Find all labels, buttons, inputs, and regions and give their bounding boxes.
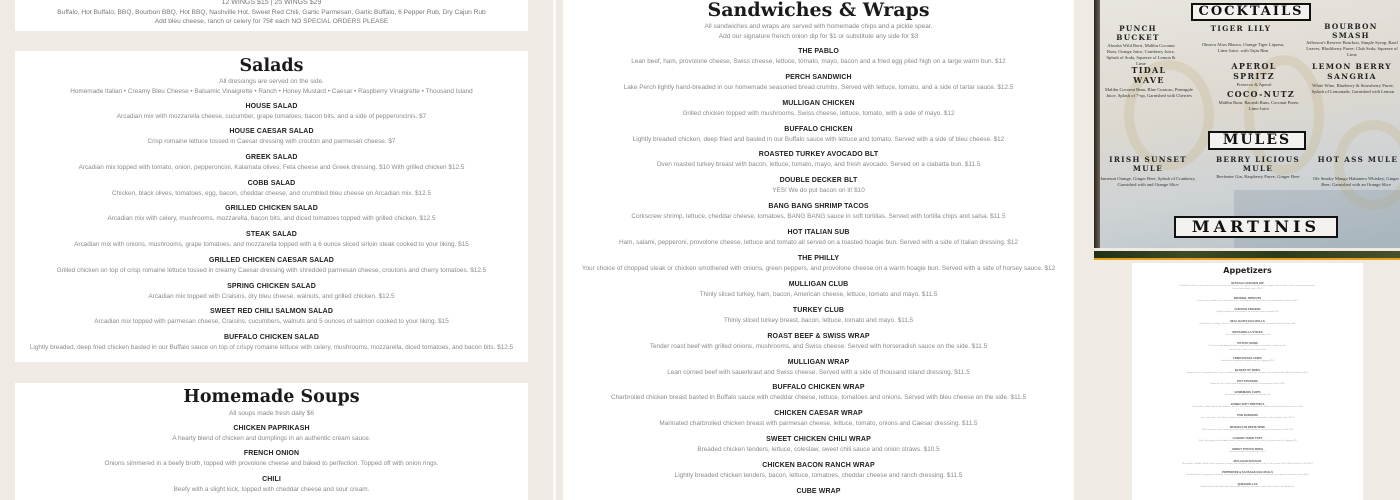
soups-card	[15, 383, 528, 500]
menu-item-name: POTATO SKINS	[1237, 341, 1258, 346]
menu-item	[1132, 330, 1363, 338]
mule-desc: Jameson Orange, Ginger Beer, Splash of Cranberry, Garnished with and Orange Slice	[1100, 176, 1196, 187]
menu-item-name: FRIED PICKLE CHIPS	[1233, 356, 1262, 361]
menu-item-name: PEPPERONI & SAUSAGE EGG ROLLS	[1222, 470, 1273, 475]
menu-item-description: Beefy with a slight kick, topped with cheddar cheese and sour cream.	[173, 485, 370, 493]
mule-name: HOT ASS MULE	[1317, 155, 1399, 164]
menu-item	[563, 306, 1074, 326]
menu-item	[1132, 436, 1363, 444]
menu-item	[563, 254, 1074, 274]
cocktail-desc: Olmeca Altos Blanco, Orange Tiger Liqueur, Lime Juice, with Tajin Rim	[1201, 42, 1285, 53]
menu-item-name: ROASTED TURKEY AVOCADO BLT	[758, 151, 879, 159]
menu-item-name: CHICKEN PAPRIKASH	[233, 424, 310, 432]
menu-item-name: THE PHILLY	[797, 255, 840, 263]
menu-item-description: Lightly breaded chicken, deep fried and basted in our Buffalo sauce with lettuce and tomato. Served with a side of bleu cheese. $12	[632, 135, 1005, 143]
menu-item-name: MULLIGAN WRAP	[787, 358, 850, 366]
menu-item-name: STEAK SALAD	[246, 231, 297, 239]
menu-item	[15, 282, 528, 302]
menu-item-description-2: Served with tortilla chips. $10.5	[1232, 288, 1263, 291]
menu-item-name: BUFFALO CHICKEN WRAP	[772, 384, 865, 392]
menu-item	[563, 435, 1074, 455]
sandwiches-subtitle-2: Add our signature french onion dip for $1 or substitute any side for $3	[718, 32, 919, 40]
menu-item	[563, 461, 1074, 481]
menu-item-description: Arcadian mix with onions, mushrooms, grape tomatoes, and mozzarella topped with a 6 ounce sliced sirloin steak cooked to your liking. $15	[74, 241, 469, 249]
menu-item	[1132, 379, 1363, 387]
menu-item-description: Corkscrew shrimp, lettuce, cheddar cheese, tomatoes, BANG BANG sauce in soft tortillas. Served with tortilla chips and salsa. $11.5	[631, 213, 1006, 221]
menu-item-name: CHICKEN CAESAR WRAP	[774, 410, 863, 418]
wings-note: Add bleu cheese, ranch or celery for 75¢ each NO SPECIAL ORDERS PLEASE	[154, 18, 389, 25]
menu-item-description: Breaded chicken tenders, lettuce, coleslaw, sweet chili sauce and onion straws. $10.5	[697, 446, 940, 454]
menu-item-description: Arcadian mix topped with tomato, onion, pepperoncini, Kalamata olives, Feta cheese and Greek dressing. $10 With grilled chicken $12.5	[78, 164, 465, 172]
menu-item-name: CHICKEN FINGERS	[1234, 307, 1261, 312]
salads-subtitle: All dressings are served on the side.	[219, 78, 324, 85]
menu-item-description: Corned beef, cabbage, Swiss, and sauerkraut rolled and served with thousand island dressing. $9.5	[1199, 322, 1296, 325]
menu-item-description: Tender roast beef with grilled onions, mushrooms, and Swiss cheese. Served with horseradish sauce on the side. $11.5	[649, 342, 988, 350]
soups-title: Homemade Soups	[183, 387, 360, 407]
menu-item-description: Lean beef, ham, provolone cheese, Swiss cheese, lettuce, tomato, mayo, bacon and a fried egg piled high on a large warm bun. $12	[631, 57, 1006, 65]
menu-item-name: HOMEMADE CHIPS	[1234, 390, 1261, 395]
menu-item-name: MUSSELS IN WHITE WINE	[1230, 424, 1265, 429]
menu-item	[15, 475, 528, 495]
menu-item	[563, 73, 1074, 93]
menu-item-description-2: Served with a side of sour cream. $10	[1229, 348, 1266, 351]
menu-item	[563, 332, 1074, 352]
menu-item	[563, 409, 1074, 429]
menu-item-description: Hand-cut fries - enough for two! Cajun or salted garlic pepper seasoning available upon request. $6.5 Add Dr. Parmesan $1.5	[1186, 371, 1309, 374]
cocktail-name: PUNCH BUCKET	[1116, 24, 1160, 42]
menu-item-description: Onions simmered in a beefy broth, topped with provolone cheese and baked to perfection. Topped off with onion rings.	[104, 460, 439, 467]
menu-item	[15, 256, 528, 276]
menu-item	[1132, 319, 1363, 327]
menu-item-name: SPRING CHICKEN SALAD	[227, 282, 316, 290]
menu-item	[1132, 356, 1363, 364]
menu-item	[563, 125, 1074, 145]
menu-item	[15, 127, 528, 147]
cocktail-name: APEROL SPRITZ	[1231, 61, 1277, 81]
menu-item-description: Ham, salami, pepperoni, provolone cheese, lettuce and tomato all served on a toasted hoagie bun. Served with a side of Italian dressing. $12	[619, 239, 1018, 247]
wings-flavors: Buffalo, Hot Buffalo, BBQ, Bourbon BBQ, Hot BBQ, Nashville Hot, Sweet Red Chili, Garlic Parmesan, Garlic Buffalo, 6 Pepper Rub, Dry Cajun Rub	[57, 8, 486, 16]
menu-item	[1132, 482, 1363, 490]
menu-item-name: MULLIGAN'S EGG ROLLS	[1230, 318, 1265, 323]
menu-item-description: Your choice of chopped steak or chicken smothered with onions, green peppers, and provolone cheese on a warm hoagie bun. Served with a side of horsey sauce. $12	[581, 265, 1056, 273]
menu-item-description: A hearty blend of chicken and dumplings in an authentic cream sauce.	[172, 434, 371, 442]
menu-item	[15, 424, 528, 444]
menu-item-name: SWEET POTATO FRIES	[1232, 447, 1263, 452]
cocktail-desc: White Wine, Blueberry & Strawberry Puree, Splash of Lemonade, Garnished with Lemon	[1311, 83, 1395, 94]
menu-item	[1132, 368, 1363, 376]
menu-item-name: BASKET OF FRIES	[1234, 367, 1261, 372]
cocktail-name: TIGER LILY	[1210, 24, 1272, 33]
menu-item	[563, 150, 1074, 170]
menu-item-description: Black mussels, garlic butter, dry white wine, sliced tomatoes and served with garlic bread. $12	[1202, 428, 1293, 431]
menu-item-description: Served with homemade chipotle ranch for dipping. $8.5	[1220, 360, 1275, 363]
menu-item-description: Oven roasted turkey breast with bacon, lettuce, tomato, mayo, and fresh avocado. Served on a ciabatta bun. $11.5	[656, 161, 981, 169]
cocktail-name: LEMON BERRY SANGRIA	[1311, 62, 1393, 81]
menu-item	[15, 102, 528, 122]
sandwiches-title: Sandwiches & Wraps	[707, 0, 930, 21]
wings-card	[15, 0, 528, 31]
menu-item-description: YES! We do put bacon on it! $10	[772, 187, 865, 195]
menu-item-description: Crisp romaine lettuce tossed in Caesar dressing with crouton and parmesan cheese. $7	[147, 138, 396, 146]
menu-item-description: Lightly breaded chicken tenders, bacon, lettuce, tomatoes, cheddar cheese and ranch dressing. $11.5	[674, 472, 963, 480]
menu-item	[1132, 402, 1363, 410]
cocktail-name: COCO-NUTZ	[1226, 89, 1296, 99]
menu-item-description: Thinly sliced turkey, ham, bacon, American cheese, lettuce, tomato and mayo. $11.5	[699, 290, 938, 298]
menu-item	[563, 202, 1074, 222]
menu-item-name: COBB SALAD	[247, 179, 296, 187]
menu-item-name: TURKEY CLUB	[792, 306, 845, 314]
menu-item-name: MULLIGAN CHICKEN	[782, 99, 855, 107]
wings-prices: 12 WINGS $15 | 25 WINGS $29	[221, 0, 322, 6]
menu-item	[563, 280, 1074, 300]
menu-item-description: Arcadian mix topped with Craisins, dry bleu cheese, walnuts, and grilled chicken. $12.5	[148, 292, 395, 300]
menu-item-name: POT STICKERS	[1237, 379, 1258, 384]
soups-subtitle: All soups made fresh daily $6	[229, 410, 314, 417]
menu-item-name: CUBE WRAP	[796, 488, 841, 496]
menu-item-description: Arcadian mix topped with parmesan cheese, Craisins, cucumbers, walnuts and 5 ounces of salmon cooked to your liking. $15	[94, 318, 449, 326]
salad-list	[15, 102, 528, 353]
menu-item-description: Seasoned with cinnamon sugar. $6.5	[1229, 451, 1266, 454]
menu-item	[15, 179, 528, 199]
menu-item-name: GRILLED CHICKEN SALAD	[225, 205, 318, 213]
menu-item-description: Arcadian mix with celery, mushrooms, mozzarella, bacon bits, and diced tomatoes topped with grilled chicken. $12.5	[107, 215, 436, 223]
menu-item-description: Served with our signature French onion dip. $6	[1224, 394, 1271, 397]
sandwich-list	[563, 47, 1074, 497]
menu-item-name: PUB BURGERS	[1237, 413, 1258, 418]
cocktail-menu-photo[interactable]	[1094, 0, 1400, 248]
menu-item-description: A combination of pepperoni, sausage, and mozzarella cheese hand rolled and served with our signature marinara sauce. $9.5	[1186, 474, 1309, 477]
salads-card	[15, 51, 528, 362]
menu-item-description: Grilled chicken topped with mushrooms, Swiss cheese, lettuce, tomato, with a side of mayo. $12	[682, 109, 955, 117]
menu-item	[563, 358, 1074, 378]
menu-item-name: MOZZARELLA STICKS	[1232, 329, 1263, 334]
menu-item-description: Lightly breaded chicken tenders served with honey mustard. $11	[1216, 311, 1279, 314]
menu-item-name: THE PABLO	[798, 47, 839, 55]
menu-item-name: CHILI	[262, 475, 281, 483]
menu-item-name: FRENCH ONION	[243, 450, 300, 457]
menu-item-name: JUMBO SOFT PRETZELS	[1230, 401, 1265, 406]
menu-item	[563, 176, 1074, 196]
menu-item-name: ROAST BEEF & SWISS WRAP	[767, 332, 870, 340]
menu-item	[1132, 470, 1363, 478]
menu-item	[563, 487, 1074, 497]
mule-name: BERRY LICIOUS MULE	[1215, 155, 1301, 173]
martinis-heading: MARTINIS	[1174, 216, 1338, 238]
cocktail-desc: Malibu Rum, Bacardi Rum, Coconut Puree, Lime Juice	[1218, 100, 1300, 111]
menu-item-description: Grilled whole tortilla filled with mozzarella, cheddar, tomatoes, onions, black olives, and jalapeños.	[1200, 485, 1295, 488]
menu-item	[563, 383, 1074, 403]
menu-item	[1132, 307, 1363, 315]
menu-item	[1132, 296, 1363, 304]
menu-item-name: GREEK SALAD	[245, 154, 298, 162]
menu-item-description: Four mini sliders with Swiss cheese and sauteed onions served with a side of pickle chips. $10.5	[1200, 417, 1295, 420]
menu-item-name: SWEET CHICKEN CHILI WRAP	[766, 436, 871, 444]
menu-item-description: Grilled chicken on top of crisp romaine lettuce tossed in creamy Caesar dressing with shredded parmesan cheese, croutons and cherry tomatoes. $12.5	[56, 266, 487, 274]
menu-item	[1132, 281, 1363, 292]
mule-name: IRISH SUNSET MULE	[1109, 155, 1187, 173]
food-photo-strip	[1094, 251, 1400, 260]
menu-item	[15, 153, 528, 173]
menu-item-description: Lake Perch lightly hand-breaded in our homemade seasoned bread crumbs. Served with lettuce, tomato, and a side of tartar sauce. $12.5	[623, 83, 1014, 91]
menu-item-description: Fried crispy, tossed in our sweet chili sauce and topped with bacon bits and crumbled bleu cheese. $8.5	[1197, 299, 1298, 302]
mule-desc: Beefeater Gin, Raspberry Puree, Ginger Beer	[1216, 174, 1300, 179]
cocktail-desc: Malibu Coconut Rum, Blue Curacao, Pineapple Juice, Splash of 7-up, Garnished with Cherries	[1105, 87, 1193, 98]
menu-item-name: MULLIGAN CLUB	[788, 280, 849, 288]
menu-item-description: Tater Tots topped with cheddar cheese, bacon and served with a side of chipotle ranch for dipping. $9	[1198, 439, 1297, 442]
menu-item-name: BUFFALO CHICKEN	[784, 125, 853, 133]
menu-item-name: DOUBLE DECKER BLT	[779, 177, 858, 185]
menu-item-name: LOADED TATER TOTS	[1232, 435, 1263, 440]
appetizers-card[interactable]	[1132, 263, 1363, 500]
middle-menu-column	[548, 0, 1085, 500]
menu-item	[15, 449, 528, 469]
menu-item-name: PERCH SANDWICH	[785, 73, 852, 81]
menu-item	[15, 230, 528, 250]
menu-item-description: Lightly breaded, deep fried chicken basted in our Buffalo sauce on top of crispy romaine lettuce with celery, mushrooms, mozzarella, diced tomatoes, and bacon bits. $12.5	[29, 343, 514, 351]
menu-item-description: Charbroiled chicken breast basted in Buffalo sauce with cheddar cheese, lettuce, tomatoes and onions. Served with bleu cheese on the side. $11.5	[610, 394, 1027, 402]
menu-item	[15, 204, 528, 224]
menu-item	[563, 47, 1074, 67]
menu-item	[1132, 413, 1363, 421]
mules-heading: MULES	[1208, 131, 1306, 150]
menu-item-name: SWEET RED CHILI SALMON SALAD	[210, 308, 333, 316]
menu-item	[1132, 390, 1363, 398]
menu-item	[15, 307, 528, 327]
menu-item-name: HOUSE CAESAR SALAD	[229, 128, 314, 136]
cocktail-desc: Jefferson's Reserve Bourbon, Simple Syrup, Basil Leaves, Blackberry Puree, Club Soda, Squeeze of Lime	[1306, 40, 1398, 57]
menu-item-name: QUESADILLAS	[1237, 481, 1258, 486]
menu-item-description: Our homemade baked potatoes topped with cheddar, mozzarella, and bacon bits.	[1208, 345, 1287, 348]
soup-list	[15, 424, 528, 495]
mule-desc: Ole Smoky Mango Habanero Whiskey, Ginger Beer, Garnished with an Orange Slice	[1312, 176, 1400, 187]
menu-item	[1132, 341, 1363, 352]
salads-dressings: Homemade Italian • Creamy Bleu Cheese • Balsamic Vinaigrette • Ranch • Honey Mustard • Caesar • Raspberry Vinaigrette • Thousand Island	[70, 88, 473, 95]
menu-item-name: BRUSSEL SPROUTS	[1233, 295, 1262, 300]
menu-item-description: Arcadian mix with mozzarella cheese, cucumber, grape tomatoes, bacon bits, and a side of pepperoncinis. $7	[116, 112, 427, 120]
cocktail-desc: Absolut Wild Berri, Malibu Coconut Rum, Orange Juice, Cranberry Juice, Splash of Soda, Squeeze of Lemon & Lime	[1106, 43, 1176, 66]
salads-title: Salads	[239, 56, 304, 76]
right-image-column	[1094, 0, 1400, 500]
menu-item-name: BUFFALO CHICKEN DIP	[1231, 280, 1264, 285]
menu-item-name: CHICKEN BACON RANCH WRAP	[762, 462, 875, 470]
left-menu-column	[0, 0, 543, 500]
menu-item-description: Marinated charbroiled chicken breast with parmesan cheese, lettuce, tomato, onions and Caesar dressing. $11.5	[659, 420, 978, 428]
menu-item-name: HOT ITALIAN SUB	[787, 229, 850, 237]
menu-item	[15, 333, 528, 353]
menu-item-name: HOUSE SALAD	[245, 102, 298, 110]
cocktail-name: TIDAL WAVE	[1131, 65, 1167, 85]
appetizers-title: Appetizers	[1223, 266, 1272, 275]
cocktail-name: BOURBON SMASH	[1324, 22, 1378, 40]
menu-item-name: BANG BANG SHRIMP TACOS	[768, 203, 869, 211]
menu-item-description: Shredded chicken, mozzarella and cream cheese infused with our signature Buffalo sauce, topped with cheddar cheese and diced tomatoes.	[1179, 284, 1316, 287]
sandwiches-card	[563, 0, 1074, 500]
appetizer-list	[1132, 281, 1363, 489]
menu-item	[563, 99, 1074, 119]
menu-item-description: Chicken, black olives, tomatoes, egg, bacon, cheddar cheese, and crumbled bleu cheese on Arcadian mix. $12.5	[111, 189, 431, 197]
menu-item	[563, 228, 1074, 248]
menu-item	[1132, 459, 1363, 467]
column-divider	[548, 0, 556, 500]
sandwiches-subtitle-1: All sandwiches and wraps are served with homemade chips and a pickle spear.	[704, 23, 933, 30]
menu-item-description: Thinly sliced turkey breast, bacon, lettuce, tomato and mayo. $11.5	[723, 316, 914, 324]
menu-item-description: Two jumbo, salted soft pretzels baked to lay nice and warm. Served with stadium mustard and cheese sauce. $9.5	[1192, 405, 1303, 408]
cocktails-heading: COCKTAILS	[1191, 3, 1311, 21]
menu-item-description: Steamed, pan seared pork dumplings served with Ponzu dipping sauce. $8.5	[1210, 383, 1285, 386]
menu-item	[1132, 425, 1363, 433]
menu-item-name: GRILLED CHICKEN CAESAR SALAD	[209, 256, 334, 264]
menu-item-name: BUFFALO CHICKEN SALAD	[223, 333, 320, 341]
menu-item	[1132, 447, 1363, 455]
menu-item-description: Mozzarella, cheddar, black olives, tomatoes, onions, and jalapeños. Served with a side of sour cream. $11.5 With chicken or chili $13.5	[1182, 462, 1313, 465]
cocktail-desc: Prosecco & Aperol	[1236, 82, 1272, 87]
menu-item-description: Lean corned beef with sauerkraut and Swiss cheese. Served with a side of thousand island dressing. $11.5	[667, 368, 970, 376]
menu-item-description: Served with our signature marinara sauce. $9	[1225, 333, 1270, 336]
menu-item-name: MULLIGAN NACHOS	[1233, 458, 1262, 463]
